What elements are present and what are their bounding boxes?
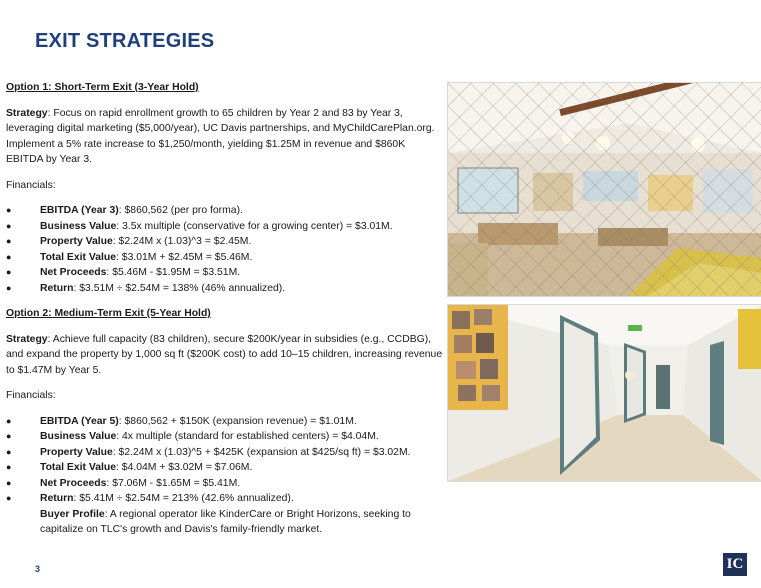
item-text: : $860,562 (per pro forma).: [118, 205, 243, 216]
option1-strategy: [6, 106, 444, 168]
list-item: [6, 476, 444, 492]
option2-financials-list: [6, 414, 444, 507]
item-label: Return: [40, 282, 74, 294]
option1-heading: Option 1: Short-Term Exit (3-Year Hold): [6, 82, 199, 93]
option1-financials-heading: [6, 178, 444, 194]
list-item: [6, 265, 444, 281]
item-text: : $5.46M - $1.95M = $3.51M.: [106, 267, 241, 278]
item-text: : $7.06M - $1.65M = $5.41M.: [106, 477, 241, 489]
item-label: Total Exit Value: [40, 251, 117, 263]
item-label: Total Exit Value: [40, 462, 117, 473]
list-item: [6, 429, 444, 445]
buyer-profile: [6, 507, 444, 538]
option2-financials-label: Financials: [6, 390, 53, 401]
hallway-illustration: [448, 305, 761, 481]
item-text: : $2.24M x (1.03)^5 + $425K (expansion at $425/sq ft) = $3.02M.: [112, 446, 411, 458]
list-item: [6, 491, 444, 507]
classroom-photo: [447, 82, 761, 297]
option2-heading: Option 2: Medium-Term Exit (5-Year Hold): [6, 308, 211, 319]
option1-strategy-label: Strategy: [6, 107, 48, 119]
item-text: : $4.04M + $3.02M = $7.06M.: [116, 462, 253, 473]
item-label: Business Value: [40, 220, 117, 232]
option2-strategy: [6, 332, 444, 379]
item-label: EBITDA (Year 3): [40, 205, 119, 216]
option2-financials-colon: :: [52, 390, 56, 401]
item-text: : $5.41M ÷ $2.54M = 213% (42.6% annualized).: [73, 493, 294, 504]
item-text: : $2.24M x (1.03)^3 = $2.45M.: [112, 236, 252, 247]
list-item: [6, 460, 444, 476]
page-title: EXIT STRATEGIES: [35, 30, 215, 52]
list-item: [6, 250, 444, 266]
item-label: Net Proceeds: [40, 267, 107, 278]
buyer-profile-text: : A regional operator like KinderCare or Bright Horizons, seeking to capitalize on TLC's growth and Davis's family-friendly market.: [40, 508, 411, 535]
item-text: : $860,562 + $150K (expansion revenue) = $1.01M.: [118, 415, 357, 427]
option1-strategy-text: : Focus on rapid enrollment growth to 65 children by Year 2 and 83 by Year 3, leveraging digital marketing ($5,000/year), UC Davis partnerships, and MyChildCarePlan.org. Implement a 5% rate increase to $1,250/month, yielding $1.25M in revenue and $860K EBITDA by Year 3.: [6, 107, 435, 165]
item-label: Property Value: [40, 446, 113, 458]
option2-strategy-text: : Achieve full capacity (83 children), secure $200K/year in subsidies (e.g., CCDBG), and expand the property by 1,000 sq ft ($200K cost) to add 10–15 children, increasing revenue to $1.47M by Year 5.: [6, 333, 443, 376]
list-item: [6, 219, 444, 235]
item-label: Return: [40, 493, 74, 504]
option1-financials-list: [6, 203, 444, 296]
list-item: [6, 203, 444, 219]
classroom-illustration: [448, 83, 761, 296]
item-text: : 4x multiple (standard for established centers) = $4.04M.: [116, 431, 379, 442]
item-label: EBITDA (Year 5): [40, 415, 119, 427]
list-item: [6, 414, 444, 430]
item-text: : 3.5x multiple (conservative for a growing center) = $3.01M.: [116, 220, 393, 232]
item-label: Net Proceeds: [40, 477, 107, 489]
hallway-photo: [447, 304, 761, 482]
page-number: 3: [35, 564, 41, 574]
item-label: Business Value: [40, 431, 117, 442]
option2-financials-heading: [6, 388, 444, 404]
option2-strategy-label: Strategy: [6, 333, 48, 345]
item-text: : $3.01M + $2.45M = $5.46M.: [116, 251, 253, 263]
buyer-profile-label: Buyer Profile: [40, 508, 105, 520]
company-logo: IC: [723, 553, 747, 576]
item-label: Property Value: [40, 236, 113, 247]
option1-financials-label: Financials: [6, 179, 53, 191]
item-text: : $3.51M ÷ $2.54M = 138% (46% annualized).: [73, 282, 286, 294]
content-column: [6, 80, 444, 538]
option1-financials-colon: :: [52, 179, 56, 191]
list-item: [6, 445, 444, 461]
list-item: [6, 281, 444, 297]
list-item: [6, 234, 444, 250]
